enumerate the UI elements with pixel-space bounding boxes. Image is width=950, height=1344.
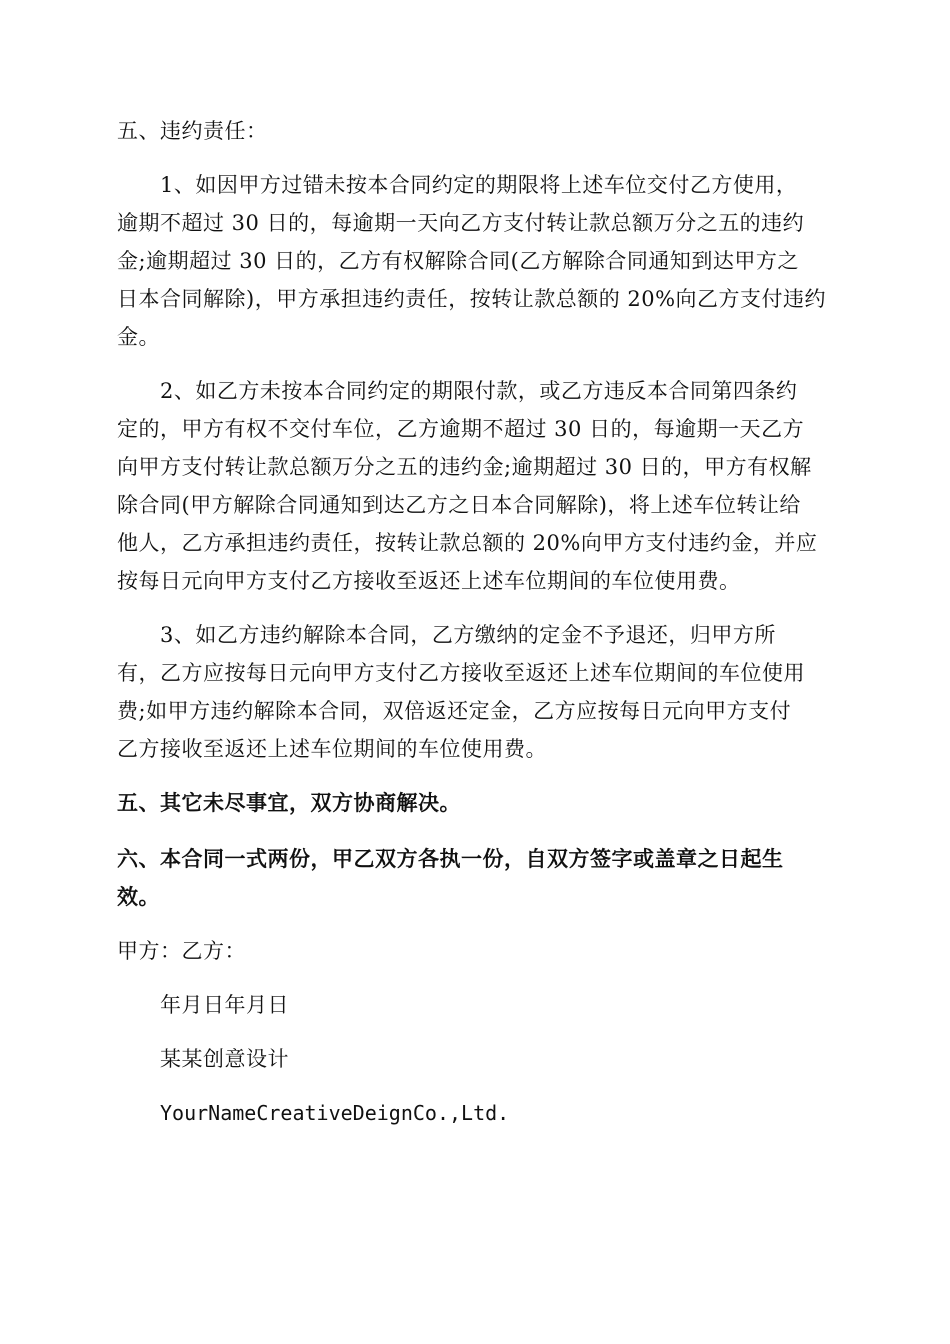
clause1-line-4: 日本合同解除)，甲方承担违约责任，按转让款总额的 20%向乙方支付违约 <box>117 287 827 311</box>
company-name-cn: 某某创意设计 <box>160 1047 289 1071</box>
section5-other-matters: 五、其它未尽事宜，双方协商解决。 <box>117 790 461 815</box>
section6-line-1: 六、本合同一式两份，甲乙双方各执一份，自双方签字或盖章之日起生 <box>117 846 784 871</box>
clause3-line-3: 费;如甲方违约解除本合同，双倍返还定金，乙方应按每日元向甲方支付 <box>117 699 792 723</box>
heading-breach-liability: 五、违约责任： <box>117 119 268 143</box>
clause3-line-2: 有，乙方应按每日元向甲方支付乙方接收至返还上述车位期间的车位使用 <box>117 661 805 685</box>
parties-signature-line: 甲方：乙方： <box>117 939 246 963</box>
clause2-line-3: 向甲方支付转让款总额万分之五的违约金;逾期超过 30 日的，甲方有权解 <box>117 455 812 479</box>
clause1-line-1: 1、如因甲方过错未按本合同约定的期限将上述车位交付乙方使用， <box>160 173 798 197</box>
clause2-line-6: 按每日元向甲方支付乙方接收至返还上述车位期间的车位使用费。 <box>117 569 741 593</box>
clause3-line-4: 乙方接收至返还上述车位期间的车位使用费。 <box>117 737 547 761</box>
clause1-line-5: 金。 <box>117 325 160 349</box>
clause2-line-1: 2、如乙方未按本合同约定的期限付款，或乙方违反本合同第四条约 <box>160 379 798 403</box>
clause1-line-2: 逾期不超过 30 日的，每逾期一天向乙方支付转让款总额万分之五的违约 <box>117 211 805 235</box>
company-name-en: YourNameCreativeDeignCo.,Ltd. <box>160 1101 510 1125</box>
section6-line-2: 效。 <box>117 884 160 909</box>
clause2-line-2: 定的，甲方有权不交付车位，乙方逾期不超过 30 日的，每逾期一天乙方 <box>117 417 805 441</box>
clause2-line-5: 他人，乙方承担违约责任，按转让款总额的 20%向甲方支付违约金，并应 <box>117 531 818 555</box>
date-line: 年月日年月日 <box>160 993 289 1017</box>
clause3-line-1: 3、如乙方违约解除本合同，乙方缴纳的定金不予退还，归甲方所 <box>160 623 776 647</box>
clause2-line-4: 除合同(甲方解除合同通知到达乙方之日本合同解除)，将上述车位转让给 <box>117 493 801 517</box>
clause1-line-3: 金;逾期超过 30 日的，乙方有权解除合同(乙方解除合同通知到达甲方之 <box>117 249 799 273</box>
